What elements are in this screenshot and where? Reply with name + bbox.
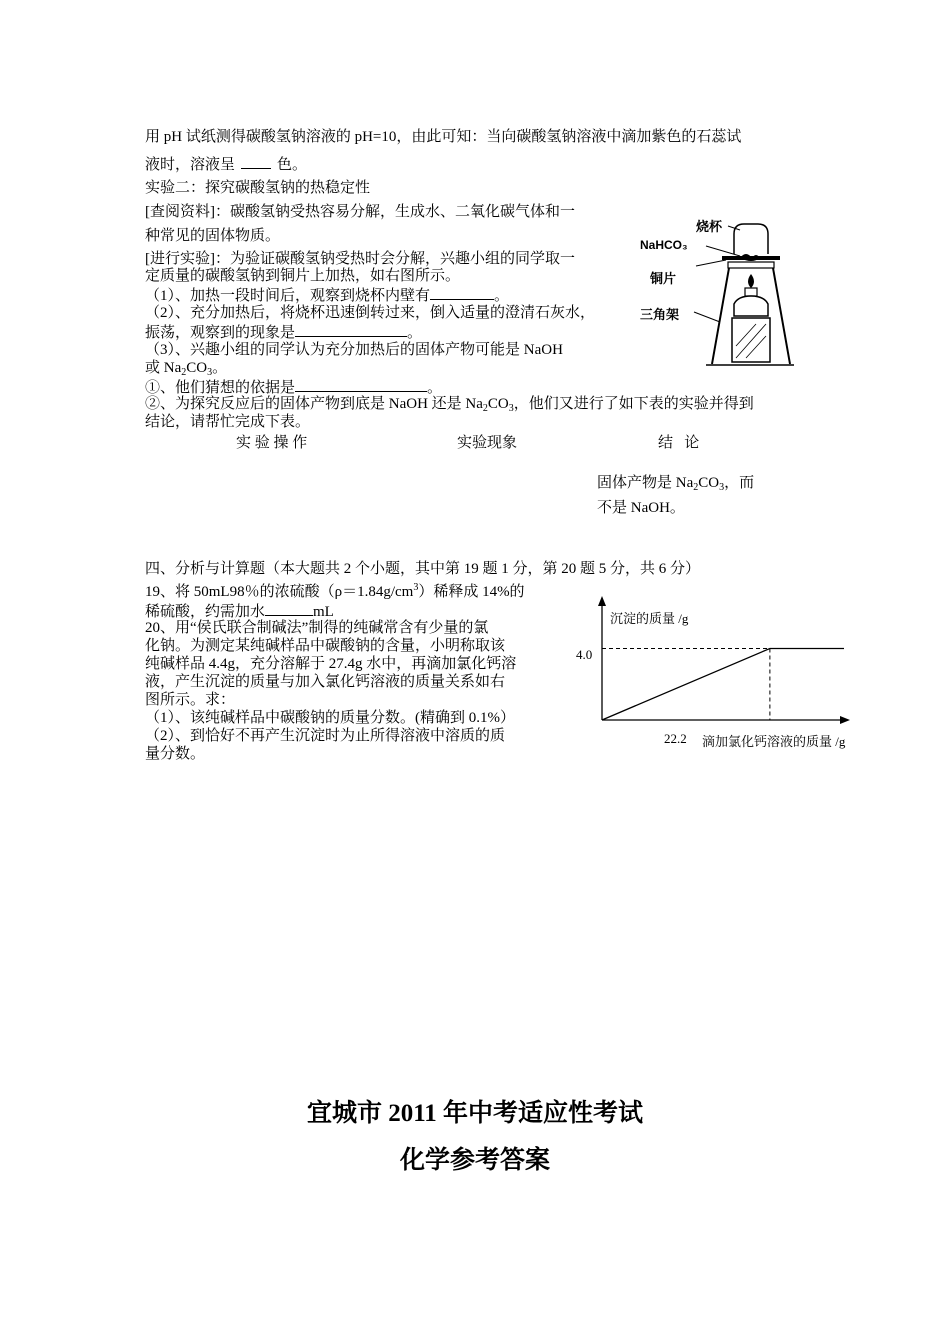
chart-y-tick-label: 4.0 — [576, 647, 593, 662]
q3-sub2: 3 — [207, 367, 213, 378]
q20-line3: 纯碱样品 4.4g，充分溶解于 27.4g 水中，再滴加氯化钙溶 — [145, 656, 517, 672]
chart-y-label: 沉淀的质量 /g — [610, 611, 689, 626]
q3-text-b: CO — [186, 360, 208, 376]
blank-q1[interactable] — [430, 285, 494, 300]
q19-sup: 3 — [413, 582, 419, 593]
table-conclusion-line1 — [597, 474, 754, 492]
precipitate-chart — [570, 590, 870, 755]
series-line — [602, 648, 844, 720]
q20-line5: 图所示。求： — [145, 692, 236, 708]
exp2-q1-text: （1）、加热一段时间后，观察到烧杯内壁有 — [145, 288, 431, 304]
q20-line8: 量分数。 — [145, 746, 206, 762]
label-nahco3: NaHCO₃ — [640, 238, 688, 252]
q20-line4: 液，产生沉淀的质量与加入氯化钙溶液的质量关系如右 — [145, 674, 506, 690]
conclusion-text-a: 固体产物是 Na — [597, 475, 694, 491]
blank-q2[interactable] — [295, 322, 407, 337]
q3-text-a: 或 Na — [145, 360, 182, 376]
c2-sub1: 2 — [482, 403, 488, 414]
label-tripod: 三角架 — [640, 307, 680, 322]
q19-line2 — [145, 601, 334, 621]
q3-text-c: 。 — [212, 360, 228, 376]
y-axis-arrow — [598, 596, 606, 606]
exp2-q2-text: 振荡，观察到的现象是 — [145, 325, 296, 341]
x-axis-arrow — [840, 716, 850, 724]
chart-x-tick-label: 22.2 — [664, 731, 687, 746]
exp2-c2-line2: 结论，请帮忙完成下表。 — [145, 414, 311, 430]
q19-line1 — [145, 583, 525, 601]
label-beaker: 烧杯 — [696, 219, 723, 234]
table-header-operation: 实 验 操 作 — [236, 435, 308, 451]
exp2-q1-end: 。 — [494, 288, 510, 304]
exp1-line2-text: 液时，溶液呈 — [145, 157, 236, 173]
part4-heading: 四、分析与计算题（本大题共 2 个小题，其中第 19 题 1 分，第 20 题 5 分，共 6 分） — [145, 561, 701, 577]
table-header-conclusion: 结 论 — [658, 435, 700, 451]
exp2-c1-end: 。 — [427, 380, 443, 396]
blank-q19[interactable] — [265, 601, 313, 616]
q20-line6: （1）、该纯碱样品中碳酸钠的质量分数。(精确到 0.1%） — [145, 710, 515, 726]
exp1-line2-end: 色。 — [277, 157, 308, 173]
conclusion-sub2: 3 — [719, 482, 725, 493]
blank-c1[interactable] — [295, 377, 427, 392]
exp2-ref-line1: [查阅资料]：碳酸氢钠受热容易分解，生成水、二氧化碳气体和一 — [145, 204, 575, 220]
exp1-line2 — [145, 154, 307, 174]
q3-sub1: 2 — [181, 367, 187, 378]
q20-line1: 20、用“侯氏联合制碱法”制得的纯碱常含有少量的氯 — [145, 620, 489, 636]
conclusion-text-b: CO — [698, 475, 720, 491]
exp2-heading: 实验二：探究碳酸氢钠的热稳定性 — [145, 180, 371, 196]
exp2-c2-line1 — [145, 395, 754, 413]
exp2-q2-end: 。 — [407, 325, 423, 341]
q19-text-b: ）稀释成 14%的 — [418, 584, 525, 600]
answer-subtitle: 化学参考答案 — [399, 1147, 550, 1174]
apparatus-figure — [636, 212, 796, 370]
conclusion-text-c: ，而 — [724, 475, 755, 491]
q20-line7: （2）、到恰好不再产生沉淀时为止所得溶液中溶质的质 — [145, 728, 506, 744]
c2-text-c: ，他们又进行了如下表的实验并得到 — [513, 396, 754, 412]
c2-text-b: CO — [487, 396, 509, 412]
label-copper: 铜片 — [650, 271, 677, 286]
table-header-phenomenon: 实验现象 — [457, 435, 518, 451]
exp2-c1 — [145, 377, 442, 397]
blank-color[interactable] — [241, 154, 271, 169]
answer-title: 宜城市 2011 年中考适应性考试 — [306, 1100, 644, 1127]
exp2-proc-line1: [进行实验]：为验证碳酸氢钠受热时会分解，兴趣小组的同学取一 — [145, 251, 575, 267]
exp2-q2-line2 — [145, 322, 422, 342]
q19-unit: mL — [313, 604, 334, 620]
exp1-line1: 用 pH 试纸测得碳酸氢钠溶液的 pH=10，由此可知：当向碳酸氢钠溶液中滴加紫色的石蕊试 — [145, 129, 742, 145]
c2-sub2: 3 — [508, 403, 514, 414]
exp2-q1 — [145, 285, 509, 305]
q19-text-c: 稀硫酸，约需加水 — [145, 604, 266, 620]
exp2-q2-line1: （2）、充分加热后，将烧杯迅速倒转过来，倒入适量的澄清石灰水， — [145, 305, 596, 321]
q19-text-a: 19、将 50mL98％的浓硫酸（ρ＝1.84g/cm — [145, 584, 414, 600]
q20-line2: 化钠。为测定某纯碱样品中碳酸钠的含量，小明称取该 — [145, 638, 506, 654]
conclusion-sub1: 2 — [693, 482, 699, 493]
exp2-ref-line2: 种常见的固体物质。 — [145, 228, 281, 244]
exp2-c1-text: ①、他们猜想的依据是 — [145, 380, 296, 396]
apparatus-drawing — [636, 212, 796, 370]
exp2-proc-line2: 定质量的碳酸氢钠到铜片上加热，如右图所示。 — [145, 268, 461, 284]
exp2-q3-line2 — [145, 359, 227, 377]
chart-x-label: 滴加氯化钙溶液的质量 /g — [702, 734, 846, 749]
c2-text-a: ②、为探究反应后的固体产物到底是 NaOH 还是 Na — [145, 396, 483, 412]
table-conclusion-line2: 不是 NaOH。 — [597, 500, 685, 516]
exp2-q3-line1: （3）、兴趣小组的同学认为充分加热后的固体产物可能是 NaOH — [145, 342, 563, 358]
